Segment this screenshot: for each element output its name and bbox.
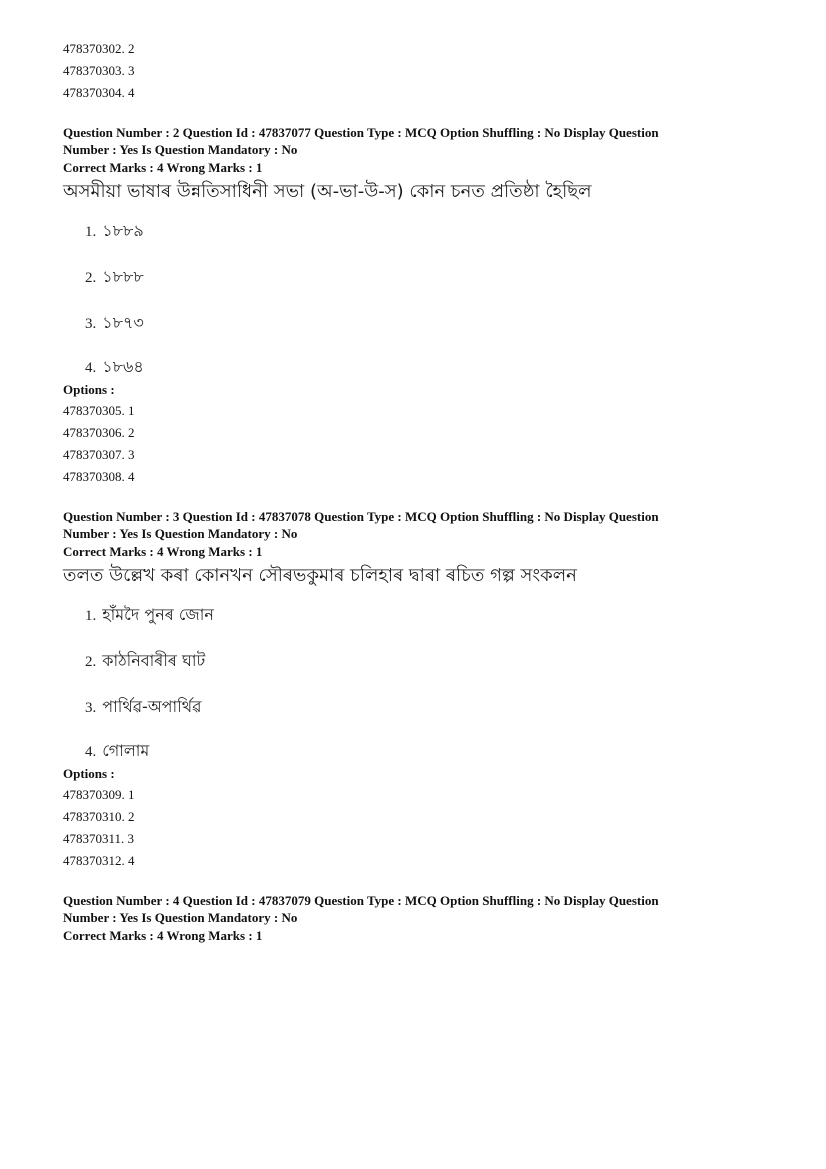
option-row: 478370308. 4 bbox=[63, 469, 135, 484]
option-row: 478370310. 2 bbox=[63, 809, 135, 824]
answer-choice: 3. পাৰ্থিৱ-অপাৰ্থিৱ bbox=[85, 697, 202, 716]
answer-choice: 1. হাঁমদৈ পুনৰ জোন bbox=[85, 605, 214, 624]
option-row: 478370303. 3 bbox=[63, 63, 135, 78]
question-meta: Number : Yes Is Question Mandatory : No bbox=[63, 142, 298, 157]
question-meta: Number : Yes Is Question Mandatory : No bbox=[63, 526, 298, 541]
answer-choice: 1. ১৮৮৯ bbox=[85, 221, 144, 240]
option-row: 478370309. 1 bbox=[63, 787, 135, 802]
option-row: 478370311. 3 bbox=[63, 831, 135, 846]
answer-choices bbox=[63, 592, 763, 764]
question-text: অসমীয়া ভাষাৰ উন্নতিসাধিনী সভা (অ-ভা-উ-স) কোন চনত প্ৰতিষ্ঠা হৈছিল bbox=[63, 181, 592, 202]
option-list-continued bbox=[63, 38, 763, 104]
answer-choice: 2. কাঠনিবাৰীৰ ঘাট bbox=[85, 651, 206, 670]
option-row: 478370305. 1 bbox=[63, 403, 135, 418]
answer-choice: 4. ১৮৬৪ bbox=[85, 357, 144, 376]
question-block bbox=[63, 892, 763, 946]
question-block bbox=[63, 124, 763, 488]
question-block bbox=[63, 508, 763, 872]
question-text: তলত উল্লেখ কৰা কোনখন সৌৰভকুমাৰ চলিহাৰ দ্বাৰা ৰচিত গল্প সংকলন bbox=[63, 565, 577, 586]
question-meta: Question Number : 3 Question Id : 47837078 Question Type : MCQ Option Shuffling : No Display Question bbox=[63, 509, 659, 524]
question-meta: Question Number : 2 Question Id : 47837077 Question Type : MCQ Option Shuffling : No Display Question bbox=[63, 125, 659, 140]
question-meta: Question Number : 4 Question Id : 47837079 Question Type : MCQ Option Shuffling : No Display Question bbox=[63, 893, 659, 908]
answer-choice: 3. ১৮৭৩ bbox=[85, 313, 144, 332]
question-marks: Correct Marks : 4 Wrong Marks : 1 bbox=[63, 160, 263, 175]
document-page bbox=[63, 38, 763, 946]
question-marks: Correct Marks : 4 Wrong Marks : 1 bbox=[63, 544, 263, 559]
options-label: Options : bbox=[63, 766, 115, 781]
answer-choice: 2. ১৮৮৮ bbox=[85, 267, 144, 286]
option-row: 478370304. 4 bbox=[63, 85, 135, 100]
options-label: Options : bbox=[63, 382, 115, 397]
option-row: 478370306. 2 bbox=[63, 425, 135, 440]
question-meta: Number : Yes Is Question Mandatory : No bbox=[63, 910, 298, 925]
answer-choices bbox=[63, 208, 763, 380]
answer-choice: 4. গোলাম bbox=[85, 741, 150, 760]
option-row: 478370307. 3 bbox=[63, 447, 135, 462]
option-row: 478370302. 2 bbox=[63, 41, 135, 56]
question-marks: Correct Marks : 4 Wrong Marks : 1 bbox=[63, 928, 263, 943]
option-row: 478370312. 4 bbox=[63, 853, 135, 868]
